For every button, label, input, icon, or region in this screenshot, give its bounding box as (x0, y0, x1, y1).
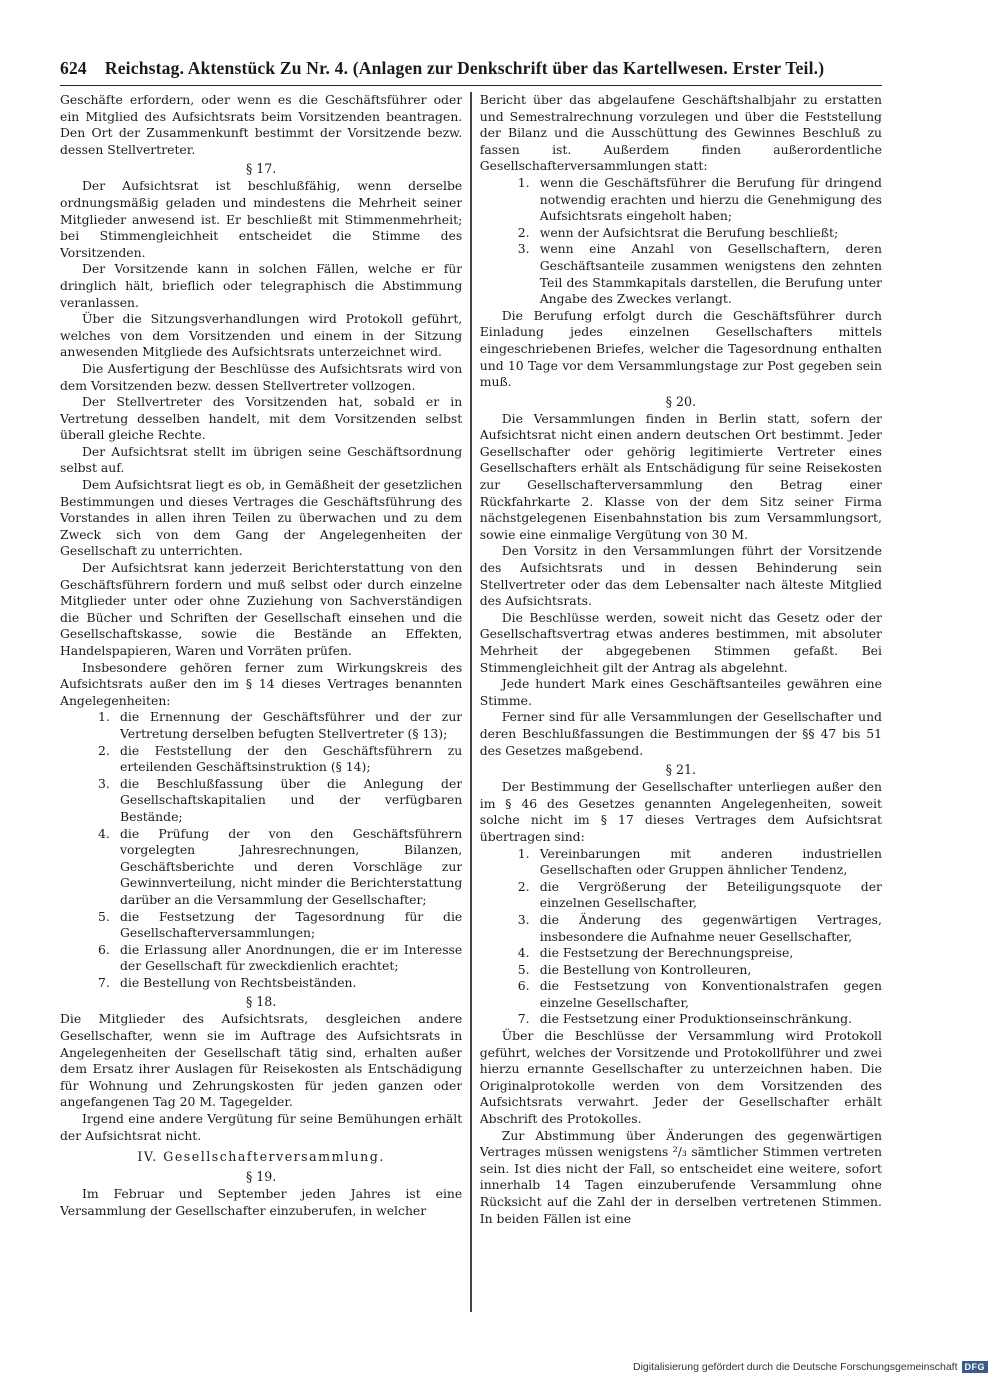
list-item: 7. die Festsetzung einer Produktionseinschränkung. (517, 1011, 853, 1027)
paragraph: Über die Sitzungsverhandlungen wird Protokoll geführt, welches von dem Vorsitzenden und einem in der Sitzung anwesenden Mitgliede des Aufsichtsrats unterzeichnet wird. (60, 311, 463, 360)
section-heading: § 19. (245, 1169, 277, 1185)
list-item: 1. wenn die Geschäftsführer die Berufung für dringend notwendig erachten und hierzu die Genehmigung des Aufsichtsrats eingeholt haben; (517, 174, 882, 224)
paragraph: Die Mitglieder des Aufsichtsrats, desgleichen andere Gesellschafter, wenn sie im Auftrage des Aufsichtsrats in Angelegenheiten der Gesellschaft tätig sind, erhalten außer dem Ersatz ihrer Auslagen für Reisekosten als Entschädigung für Wohnung und Zehrungskosten für jeden ganzen oder angefangenen Tag 20 M. Tagegelder. (60, 1011, 463, 1110)
section-heading: § 20. (665, 393, 697, 409)
digitization-footer (633, 1361, 988, 1373)
paragraph: Ferner sind für alle Versammlungen der Gesellschafter und deren Beschlußfassungen die Bestimmungen der §§ 47 bis 51 des Gesetzes maßgebend. (479, 709, 882, 758)
paragraph: Insbesondere gehören ferner zum Wirkungskreis des Aufsichtsrats außer den im § 14 dieses Vertrages benannten Angelegenheiten: (60, 659, 463, 708)
paragraph: Den Vorsitz in den Versammlungen führt der Vorsitzende des Aufsichtsrats und in dessen Behinderung sein Stellvertreter oder das dem Lebensalter nach älteste Mitglied des Aufsichtsrats. (479, 543, 882, 609)
paragraph: Der Vorsitzende kann in solchen Fällen, welche er für dringlich hält, brieflich oder telegraphisch die Abstimmung veranlassen. (60, 261, 463, 310)
paragraph: Die Beschlüsse werden, soweit nicht das Gesetz oder der Gesellschaftsvertrag etwas anderes bestimmen, mit absoluter Mehrheit der abgegebenen Stimmen gefaßt. Bei Stimmengleichheit gilt der Antrag als abgelehnt. (479, 609, 882, 675)
list-item: 2. wenn der Aufsichtsrat die Berufung beschließt; (517, 224, 839, 240)
list-item: 5. die Bestellung von Kontrolleuren, (517, 961, 752, 977)
list-item: 7. die Bestellung von Rechtsbeiständen. (98, 974, 357, 990)
paragraph: Die Ausfertigung der Beschlüsse des Aufsichtsrats wird von dem Vorsitzenden bezw. dessen Stellvertreter vollzogen. (60, 360, 463, 393)
running-title: Reichstag. Aktenstück Zu Nr. 4. (Anlagen zur Denkschrift über das Kartellwesen. Erster Teil.) (104, 58, 825, 78)
paragraph: Irgend eine andere Vergütung für seine Bemühungen erhält der Aufsichtsrat nicht. (60, 1111, 463, 1143)
list-item: 3. die Beschlußfassung über die Anlegung der Gesellschaftskapitalien und der verfügbaren Bestände; (98, 775, 463, 824)
numbered-list (60, 709, 462, 991)
page-number: 624 (60, 58, 87, 78)
list-item: 6. die Erlassung aller Anordnungen, die er im Interesse der Gesellschaft für zweckdienlich erachtet; (98, 941, 463, 974)
footer-text: Digitalisierung gefördert durch die Deutsche Forschungsgemeinschaft (632, 1361, 958, 1373)
paragraph: Geschäfte erfordern, oder wenn es die Geschäftsführer oder ein Mitglied des Aufsichtsrats beim Vorsitzenden beantragen. Den Ort der Zusammenkunft bestimmt der Vorsitzende bezw. dessen Stellvertreter. (60, 92, 463, 157)
list-item: 6. die Festsetzung von Konventionalstrafen gegen einzelne Gesellschafter, (517, 978, 882, 1010)
list-item: 2. die Vergrößerung der Beteiligungsquote der einzelnen Gesellschafter, (517, 878, 882, 911)
paragraph: Jede hundert Mark eines Geschäftsanteiles gewähren eine Stimme. (479, 676, 882, 708)
dfg-logo-icon: DFG (962, 1361, 989, 1373)
section-heading: § 21. (665, 762, 697, 778)
list-item: 3. die Änderung des gegenwärtigen Vertrages, insbesondere die Aufnahme neuer Gesellschafter, (517, 911, 882, 944)
list-item: 2. die Feststellung der den Geschäftsführern zu erteilenden Geschäftsinstruktion (§ 14); (98, 742, 463, 775)
paragraph: Im Februar und September jeden Jahres ist eine Versammlung der Gesellschafter einzuberufen, in welcher (60, 1186, 463, 1218)
list-item: 4. die Prüfung der von den Geschäftsführern vorgelegten Jahresrechnungen, Bilanzen, Geschäftsberichte und deren Vorschläge zur Gewinnverteilung, nicht minder die Berichterstattung darüber an die Versammlung der Gesellschafter; (98, 825, 463, 907)
page-header (60, 58, 882, 86)
list-item: 1. die Ernennung der Geschäftsführer und der zur Vertretung derselben befugten Stellvertreter (§ 13); (98, 709, 463, 741)
paragraph: Die Berufung erfolgt durch die Geschäftsführer durch Einladung jedes einzelnen Gesellschafters mittels eingeschriebenen Briefes, welcher die Tagesordnung enthalten und 10 Tage vor dem Versammlungstage zur Post gegeben sein muß. (479, 307, 882, 390)
list-item: 5. die Festsetzung der Tagesordnung für die Gesellschafterversammlungen; (98, 908, 463, 941)
column-divider (470, 92, 471, 1312)
section-heading: § 17. (245, 161, 277, 177)
paragraph: Über die Beschlüsse der Versammlung wird Protokoll geführt, welches der Vorsitzende und Protokollführer und zwei hierzu ernannte Gesellschafter zu unterzeichnen haben. Die Originalprotokolle werden von dem Vorsitzenden des Aufsichtsrats verwahrt. Jeder der Gesellschafter erhält Abschrift des Protokolles. (479, 1028, 882, 1127)
paragraph: Zur Abstimmung über Änderungen des gegenwärtigen Vertrages müssen wenigstens ²/₃ sämtlicher Stimmen vertreten sein. Ist dies nicht der Fall, so entscheidet eine weitere, sofort innerhalb 14 Tagen einzuberufende Versammlung ohne Rücksicht auf die Zahl der in derselben vertretenen Stimmen. In beiden Fällen ist eine (479, 1127, 882, 1226)
section-heading: § 18. (245, 994, 277, 1010)
paragraph: Dem Aufsichtsrat liegt es ob, in Gemäßheit der gesetzlichen Bestimmungen und dieses Vertrages die Geschäftsführung des Vorstandes in allen ihren Teilen zu überwachen und zu dem Zweck sich von dem Gang der Angelegenheiten der Gesellschaft zu unterrichten. (60, 477, 463, 559)
paragraph: Der Aufsichtsrat kann jederzeit Berichterstattung von den Geschäftsführern fordern und muß selbst oder durch einzelne Mitglieder unter oder ohne Zuziehung von Sachverständigen die Bücher und Schriften der Gesellschaft einsehen und die Gesellschaftskasse, sowie die Bestände an Effekten, Handelspapieren, Waren und Vorräten prüfen. (60, 560, 463, 658)
chapter-heading: IV. Gesellschafterversammlung. (137, 1149, 385, 1165)
paragraph: Der Aufsichtsrat stellt im übrigen seine Geschäftsordnung selbst auf. (60, 443, 463, 476)
paragraph: Der Bestimmung der Gesellschafter unterliegen außer den im § 46 des Gesetzes genannten Angelegenheiten, soweit solche nicht im § 17 dieses Vertrages dem Aufsichtsrat übertragen sind: (479, 779, 882, 844)
list-item: 4. die Festsetzung der Berechnungspreise, (517, 945, 794, 961)
list-item: 1. Vereinbarungen mit anderen industriellen Gesellschaften oder Gruppen ähnlicher Tendenz, (517, 845, 882, 878)
left-column (60, 92, 462, 1312)
paragraph: Die Versammlungen finden in Berlin statt, sofern der Aufsichtsrat nicht einen andern deutschen Ort bestimmt. Jeder Gesellschafter oder gehörig legitimierte Vertreter eines Gesellschafters erhält als Entschädigung für seine Reisekosten zur Gesellschafterversammlung den Betrag einer Rückfahrkarte 2. Klasse von der dem Sitz seiner Firma nächstgelegenen Eisenbahnstation bis zum Versammlungsort, sowie eine einmalige Vergütung von 30 M. (479, 410, 882, 542)
document-page (60, 58, 882, 1328)
paragraph: Der Stellvertreter des Vorsitzenden hat, sobald er in Vertretung desselben handelt, mit dem Vorsitzenden selbst überall gleiche Rechte. (60, 394, 463, 443)
numbered-list (480, 175, 882, 308)
right-column (480, 92, 882, 1312)
list-item: 3. wenn eine Anzahl von Gesellschaftern, deren Geschäftsanteile zusammen wenigstens den zehnten Teil des Stammkapitals darstellen, die Berufung unter Angabe des Zweckes verlangt. (517, 241, 882, 307)
text-columns (60, 92, 882, 1312)
numbered-list (480, 846, 882, 1029)
paragraph: Bericht über das abgelaufene Geschäftshalbjahr zu erstatten und Semestralrechnung vorzulegen und über die Feststellung der Bilanz und die Ausschüttung des Gewinnes Beschluß zu fassen ist. Außerdem finden außerordentliche Gesellschafterversammlungen statt: (479, 92, 882, 174)
paragraph: Der Aufsichtsrat ist beschlußfähig, wenn derselbe ordnungsmäßig geladen und mindestens die Mehrheit seiner Mitglieder anwesend ist. Er beschließt mit Stimmenmehrheit; bei Stimmengleichheit entscheidet die Stimme des Vorsitzenden. (60, 178, 463, 260)
